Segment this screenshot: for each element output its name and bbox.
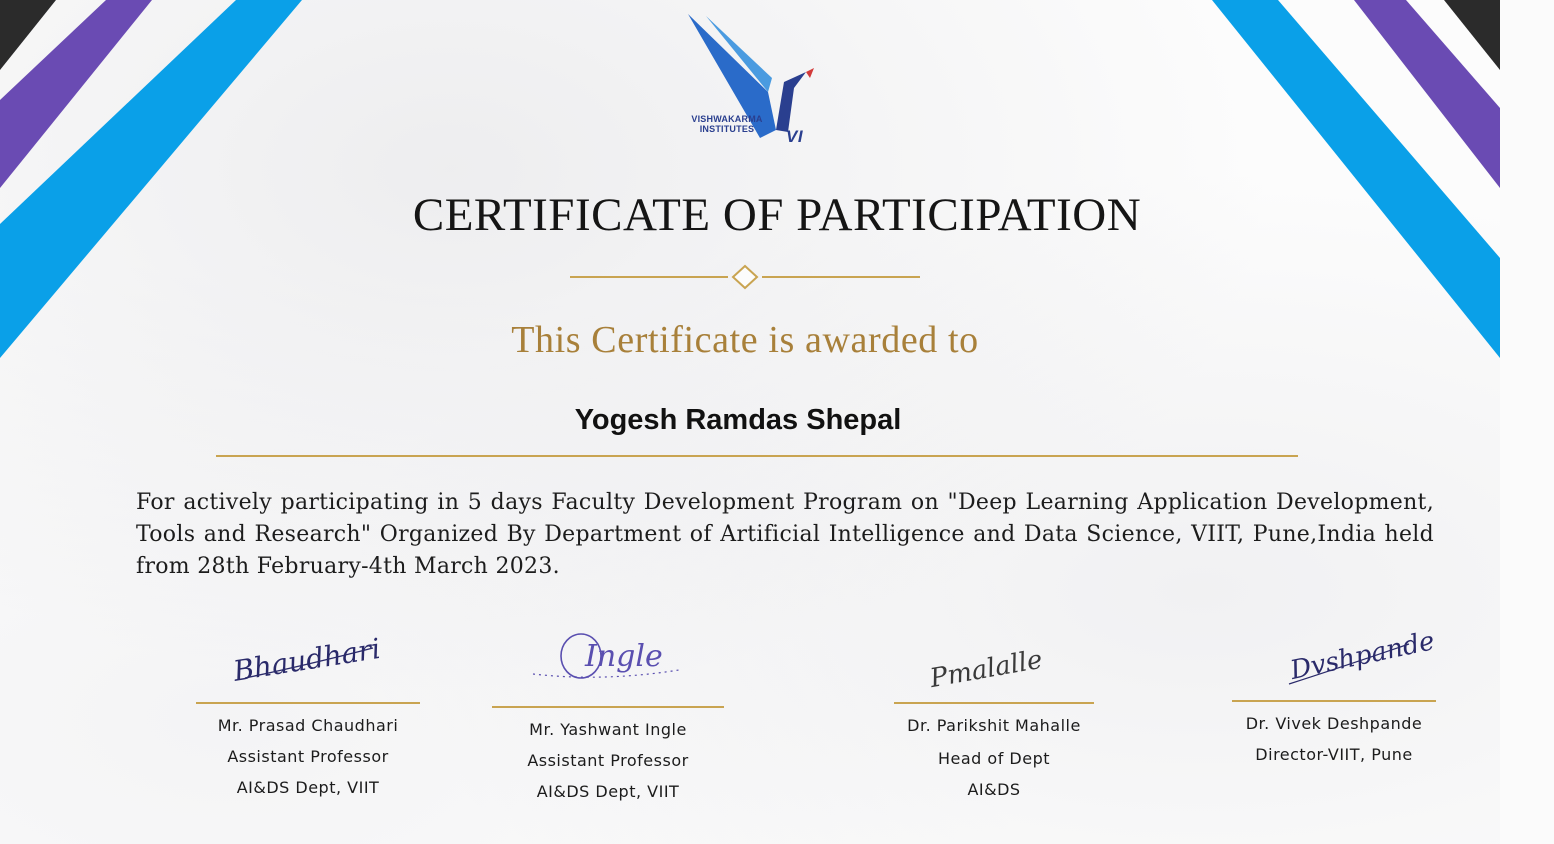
svg-text:Pmalalle: Pmalalle — [927, 644, 1045, 695]
svg-text:Ingle: Ingle — [585, 639, 663, 674]
certificate-body: For actively participating in 5 days Faculty Development Program on "Deep Learning Application Development, Tools and Research" Organized By Department of Artificial Intelligence and Data Science, VIIT, Pune,India held from 28th February-4th March 2023. — [136, 490, 1434, 579]
logo-institute-name — [672, 114, 782, 134]
logo-mark: VI — [786, 127, 804, 146]
signatory-2 — [478, 622, 738, 801]
signatory-dept: AI&DS Dept, VIIT — [536, 782, 680, 801]
signatory-4 — [1204, 622, 1464, 764]
logo-name-line2: INSTITUTES — [699, 124, 755, 134]
signatory-name: Mr. Yashwant Ingle — [529, 720, 687, 739]
corner-ribbon-right — [1200, 0, 1500, 370]
signature-image — [1249, 622, 1438, 686]
certificate-title: CERTIFICATE OF PARTICIPATION — [412, 189, 1142, 241]
signature-rule — [196, 702, 420, 704]
logo-name-line1: VISHWAKARMA — [691, 114, 763, 124]
signatory-role: Assistant Professor — [527, 751, 689, 770]
signature-image — [223, 622, 393, 686]
signatory-dept: AI&DS Dept, VIIT — [236, 778, 380, 797]
certificate-subtitle: This Certificate is awarded to — [511, 319, 979, 361]
signatory-1 — [178, 622, 438, 797]
signature-rule — [894, 702, 1094, 704]
signatory-role: Assistant Professor — [227, 747, 389, 766]
signatory-name: Dr. Vivek Deshpande — [1245, 714, 1423, 733]
signatory-role: Head of Dept — [937, 749, 1051, 768]
signature-rule — [1232, 700, 1436, 702]
recipient-underline — [216, 455, 1298, 457]
diamond-divider-icon — [570, 264, 920, 290]
ribbon-blue-right — [1212, 0, 1500, 358]
svg-text:Dvshpande: Dvshpande — [1287, 626, 1438, 686]
signature-rule — [492, 706, 724, 708]
signatory-name: Mr. Prasad Chaudhari — [217, 716, 399, 735]
svg-text:Bhaudhari: Bhaudhari — [231, 631, 383, 688]
signatory-3 — [864, 630, 1124, 799]
recipient-name: Yogesh Ramdas Shepal — [574, 404, 902, 436]
signatory-role: Director-VIIT, Pune — [1255, 745, 1413, 764]
signatory-name: Dr. Parikshit Mahalle — [907, 716, 1081, 735]
signature-image — [523, 622, 693, 686]
corner-ribbon-left — [0, 0, 310, 370]
ribbon-blue-left — [0, 0, 302, 358]
signatory-dept: AI&DS — [967, 780, 1021, 799]
signature-image — [909, 630, 1079, 694]
